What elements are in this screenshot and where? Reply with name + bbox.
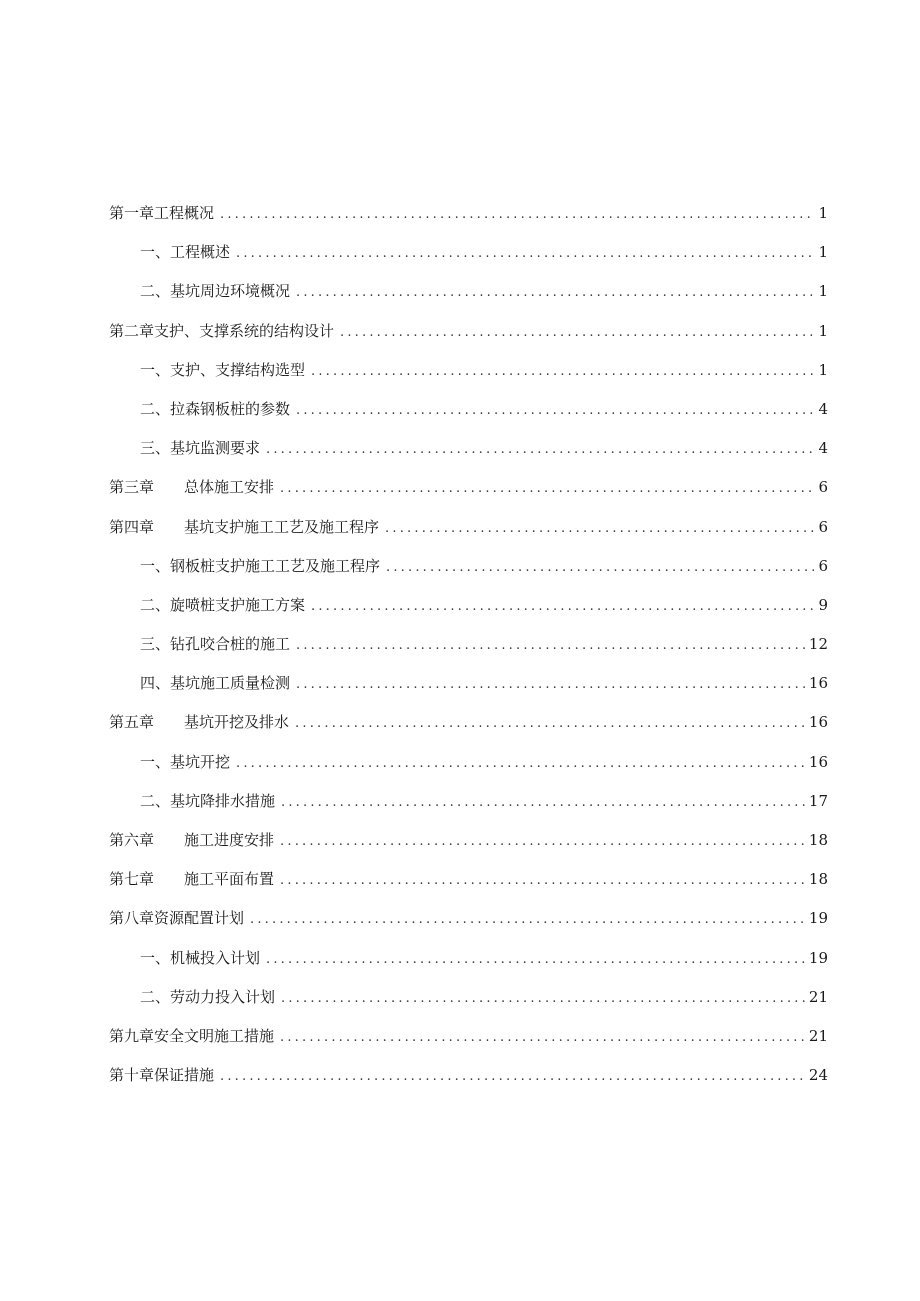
- toc-page-number: 18: [808, 870, 828, 889]
- toc-entry-title: 三、基坑监测要求: [140, 439, 261, 458]
- toc-page-number: 6: [818, 517, 828, 536]
- toc-page-number: 9: [818, 595, 828, 614]
- toc-entry-title: 一、支护、支撑结构选型: [140, 360, 306, 379]
- toc-leader-dots: [250, 900, 805, 939]
- toc-entry-title: 第九章安全文明施工措施: [109, 1026, 275, 1045]
- toc-entry-title: 四、基坑施工质量检测: [140, 674, 291, 693]
- toc-leader-dots: [266, 430, 814, 469]
- toc-entry[interactable]: [109, 547, 828, 586]
- toc-page-number: 4: [818, 439, 828, 458]
- toc-leader-dots: [296, 273, 814, 312]
- toc-leader-dots: [220, 195, 814, 234]
- toc-chapter-number: 第四章: [109, 517, 155, 536]
- toc-leader-dots: [296, 391, 814, 430]
- toc-entry[interactable]: [109, 664, 828, 703]
- toc-entry[interactable]: [109, 782, 828, 821]
- toc-page-number: 19: [808, 948, 828, 967]
- toc-leader-dots: [386, 548, 814, 587]
- toc-entry[interactable]: [109, 1017, 828, 1056]
- toc-entry[interactable]: [109, 703, 828, 742]
- toc-chapter-name: 基坑开挖及排水: [184, 713, 290, 732]
- toc-leader-dots: [266, 940, 805, 979]
- toc-entry[interactable]: [109, 351, 828, 390]
- toc-entry-title: 一、工程概述: [140, 243, 231, 262]
- toc-leader-dots: [236, 234, 814, 273]
- toc-entry-title: [109, 821, 274, 860]
- toc-entry[interactable]: [109, 586, 828, 625]
- toc-entry-title: 二、旋喷桩支护施工方案: [140, 595, 306, 614]
- toc-page-number: 6: [818, 478, 828, 497]
- toc-leader-dots: [296, 626, 805, 665]
- toc-chapter-number: 第三章: [109, 478, 155, 497]
- toc-leader-dots: [280, 1018, 805, 1057]
- toc-entry[interactable]: [109, 821, 828, 860]
- toc-entry[interactable]: [109, 1056, 828, 1095]
- toc-leader-dots: [280, 822, 805, 861]
- toc-page-number: 6: [818, 556, 828, 575]
- toc-entry-title: 一、机械投入计划: [140, 948, 261, 967]
- table-of-contents: [109, 194, 828, 1095]
- toc-entry-title: 第八章资源配置计划: [109, 909, 245, 928]
- toc-entry[interactable]: [109, 625, 828, 664]
- toc-entry-title: 三、钻孔咬合桩的施工: [140, 635, 291, 654]
- toc-leader-dots: [340, 313, 814, 352]
- toc-entry[interactable]: [109, 429, 828, 468]
- toc-chapter-name: 基坑支护施工工艺及施工程序: [184, 517, 380, 536]
- toc-entry[interactable]: [109, 194, 828, 233]
- toc-page-number: 19: [808, 909, 828, 928]
- toc-leader-dots: [311, 352, 814, 391]
- toc-entry-title: 二、拉森钢板桩的参数: [140, 399, 291, 418]
- toc-leader-dots: [311, 587, 814, 626]
- toc-page-number: 1: [818, 321, 828, 340]
- toc-chapter-name: 总体施工安排: [184, 478, 275, 497]
- toc-entry[interactable]: [109, 233, 828, 272]
- toc-leader-dots: [281, 979, 805, 1018]
- toc-page-number: 1: [818, 243, 828, 262]
- toc-entry[interactable]: [109, 939, 828, 978]
- toc-chapter-name: 施工进度安排: [184, 831, 275, 849]
- toc-page-number: 16: [808, 713, 828, 732]
- toc-page-number: 1: [818, 282, 828, 301]
- toc-entry[interactable]: [109, 508, 828, 547]
- toc-page-number: 21: [808, 1026, 828, 1045]
- toc-entry[interactable]: [109, 743, 828, 782]
- toc-leader-dots: [220, 1057, 805, 1096]
- toc-page-number: 18: [808, 831, 828, 849]
- toc-chapter-number: 第七章: [109, 870, 155, 889]
- toc-chapter-number: 第五章: [109, 713, 155, 732]
- toc-page-number: 1: [818, 204, 828, 222]
- toc-chapter-name: 施工平面布置: [184, 870, 275, 889]
- toc-entry-title: 第一章工程概况: [109, 204, 215, 222]
- toc-entry[interactable]: [109, 312, 828, 351]
- toc-leader-dots: [385, 509, 814, 548]
- toc-entry-title: 第十章保证措施: [109, 1066, 215, 1085]
- toc-page-number: 1: [818, 360, 828, 379]
- toc-entry-title: 第二章支护、支撑系统的结构设计: [109, 321, 335, 340]
- toc-entry[interactable]: [109, 272, 828, 311]
- toc-leader-dots: [296, 665, 805, 704]
- toc-entry-title: 二、劳动力投入计划: [140, 987, 276, 1006]
- toc-page-number: 17: [808, 791, 828, 810]
- toc-page-number: 21: [808, 987, 828, 1006]
- toc-entry-title: 一、钢板桩支护施工工艺及施工程序: [140, 556, 381, 575]
- toc-leader-dots: [280, 861, 805, 900]
- toc-entry[interactable]: [109, 468, 828, 507]
- toc-page-number: 24: [808, 1066, 828, 1085]
- toc-entry[interactable]: [109, 390, 828, 429]
- toc-page-number: 12: [808, 635, 828, 654]
- toc-entry-title: [109, 860, 274, 899]
- toc-entry-title: 二、基坑周边环境概况: [140, 282, 291, 301]
- toc-page-number: 16: [808, 674, 828, 693]
- toc-entry-title: [109, 468, 274, 507]
- toc-entry-title: 二、基坑降排水措施: [140, 791, 276, 810]
- toc-page-number: 16: [808, 752, 828, 771]
- toc-leader-dots: [236, 744, 805, 783]
- toc-entry-title: 一、基坑开挖: [140, 752, 231, 771]
- toc-entry-title: [109, 703, 289, 742]
- toc-leader-dots: [295, 704, 805, 743]
- toc-page-number: 4: [818, 399, 828, 418]
- toc-entry[interactable]: [109, 978, 828, 1017]
- toc-chapter-number: 第六章: [109, 831, 155, 849]
- toc-entry[interactable]: [109, 860, 828, 899]
- toc-entry-title: [109, 508, 379, 547]
- toc-leader-dots: [280, 469, 814, 508]
- toc-entry[interactable]: [109, 899, 828, 938]
- toc-leader-dots: [281, 783, 805, 822]
